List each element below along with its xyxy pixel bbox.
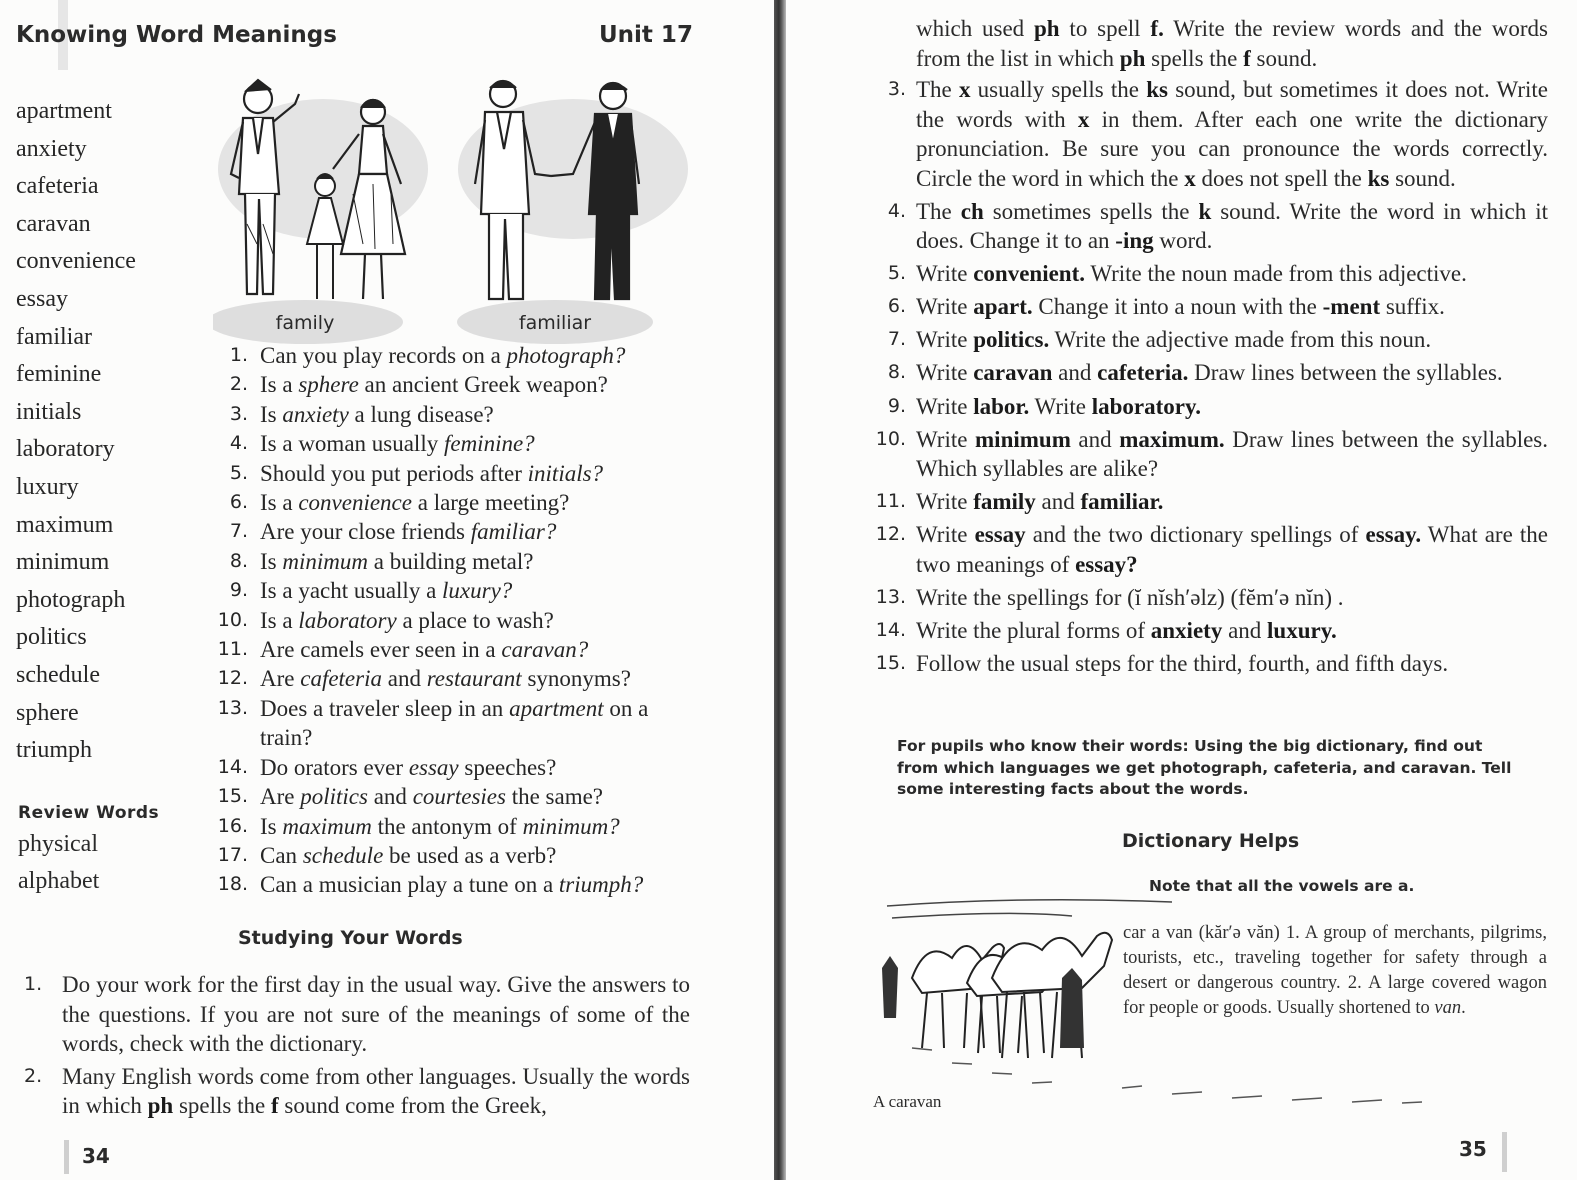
bold-term: ph: [1034, 16, 1060, 41]
step-text-part: sound.: [1389, 165, 1456, 191]
word-list-item: minimum: [16, 549, 110, 576]
word-list-item: initials: [16, 398, 82, 425]
question-text: the same?: [505, 784, 604, 810]
step-item: [868, 487, 1548, 517]
step-number: 15.: [875, 652, 906, 675]
step-text-part: Write the adjective made from this noun.: [1049, 327, 1432, 353]
vowel-note-text: Note that all the vowels are: [1149, 877, 1399, 895]
step-text: Do your work for the first day in the usual way. Give the answers to the questions. If you are not sure of the meanings of some of the words, check with the dictionary.: [62, 972, 690, 1056]
step-text-part: Write: [916, 489, 974, 515]
bold-term: luxury.: [1267, 618, 1337, 644]
question-number: 17.: [217, 843, 248, 866]
text-part: spells the: [1145, 45, 1244, 71]
step-text-part: Write: [916, 393, 974, 419]
question-text: a lung disease?: [348, 401, 494, 427]
word-list-item: maximum: [16, 511, 114, 538]
question-text: Are: [260, 784, 301, 810]
question-text: a place to wash?: [396, 607, 554, 633]
step-text-part: Many English words come from other languages. Usually the words in which: [62, 1063, 690, 1118]
entry-end: .: [1461, 998, 1466, 1018]
step-text-part: Change it into a noun with the: [1032, 294, 1323, 320]
pupils-note: [897, 736, 1525, 801]
bold-term: essay: [974, 522, 1026, 548]
step-item: [868, 75, 1548, 193]
step-text-part: Write: [1029, 393, 1092, 419]
word-list-item: sphere: [16, 699, 79, 726]
question-text: be used as a verb?: [383, 842, 557, 868]
step-text-part: and: [1052, 360, 1098, 386]
question-keyword: politics: [300, 784, 368, 810]
step-number: 13.: [875, 585, 906, 608]
bold-term: f: [270, 1093, 279, 1118]
step-text-part: Draw lines between the syllables.: [1188, 360, 1503, 386]
entry-definition: 1. A group of merchants, pilgrims, tourists, etc., traveling together for safety through a desert or dangerous country. 2. A large covered wagon for people or goods. Usually shortened to: [1123, 923, 1547, 1018]
step-text-part: Write: [916, 360, 974, 386]
question-item: [212, 459, 692, 488]
bold-term: labor.: [973, 393, 1030, 419]
bold-term: essay.: [1365, 522, 1422, 548]
question-keyword: schedule: [302, 842, 384, 868]
step-text-part: Write: [916, 522, 975, 548]
family-familiar-illustration: [213, 74, 693, 344]
step-item: [868, 358, 1548, 388]
question-keyword: familiar?: [470, 519, 557, 545]
question-item: [212, 370, 692, 399]
bold-term: anxiety: [1150, 618, 1223, 644]
question-keyword: sphere: [298, 372, 359, 398]
caravan-caption: A caravan: [873, 1092, 942, 1111]
entry-headword: car a van: [1123, 923, 1193, 943]
step-text-part: usually spells the: [970, 77, 1147, 102]
question-item: [212, 547, 692, 576]
step-text-part: sound come from the Greek,: [278, 1093, 547, 1118]
studying-steps-right: [868, 75, 1548, 682]
bold-term: laboratory.: [1091, 393, 1201, 419]
question-item: [212, 400, 692, 429]
text-part: which used: [916, 16, 1035, 41]
step-text-part: Write: [916, 327, 974, 353]
book-gutter: [774, 0, 786, 1180]
question-number: 7.: [229, 520, 248, 543]
step-text-part: Write: [916, 426, 976, 452]
question-text: Are: [260, 666, 301, 692]
question-keyword: photograph?: [506, 343, 626, 368]
bold-term: x: [1077, 106, 1090, 132]
question-keyword: apartment: [509, 695, 604, 721]
question-number: 8.: [229, 549, 248, 572]
bold-term: apart.: [973, 294, 1033, 320]
step-item: [868, 325, 1548, 355]
step-text-part: sound, but sometimes it does not. Write the words with: [916, 77, 1548, 132]
question-item: [212, 606, 692, 635]
page-number-left: 34: [82, 1144, 110, 1168]
review-word-list: [18, 829, 99, 903]
word-list-item: anxiety: [16, 135, 87, 162]
word-list-item: politics: [16, 624, 87, 651]
question-item: [212, 841, 692, 870]
question-text: Is: [260, 548, 283, 574]
question-text: on a train?: [260, 695, 649, 751]
question-text: Should you put periods after: [260, 460, 528, 486]
step-text-part: in them. After each one write the dictionary pronunciation. Be sure you can pronounce the words correctly. Circle the word in which the: [916, 106, 1548, 191]
vowel-note-letter: a.: [1398, 877, 1415, 895]
word-list-item: luxury: [16, 473, 79, 500]
question-text: and: [367, 784, 413, 810]
question-number: 11.: [217, 638, 248, 661]
step-item: [868, 392, 1548, 422]
word-list-item: cafeteria: [16, 173, 99, 200]
left-page: [0, 0, 774, 1180]
bold-term: -ment: [1322, 294, 1381, 320]
step-text-part: Write: [916, 294, 974, 320]
illustration-label-familiar: familiar: [518, 312, 592, 334]
step-number: 7.: [887, 328, 906, 351]
question-number: 6.: [229, 491, 248, 514]
question-text: synonyms?: [521, 666, 631, 692]
step-text-part: spells the: [173, 1093, 271, 1118]
question-item: [212, 694, 692, 753]
question-item: [212, 870, 692, 899]
question-keyword: luxury?: [442, 578, 513, 604]
bold-term: x: [958, 77, 971, 102]
bold-term: ks: [1367, 165, 1390, 191]
entry-variant: van: [1434, 998, 1462, 1018]
unit-label: Unit 17: [599, 22, 693, 48]
pupils-note-lead: For pupils who know their words:: [897, 737, 1189, 755]
question-number: 16.: [217, 814, 248, 837]
camel-right: [992, 933, 1112, 1058]
bold-term: minimum: [975, 426, 1071, 452]
step-text-part: and: [1070, 426, 1120, 452]
step-text-part: does not spell the: [1195, 165, 1368, 191]
bold-term: cafeteria.: [1097, 360, 1189, 386]
pupils-note-words: caravan.: [1401, 758, 1477, 777]
question-text: an ancient Greek weapon?: [358, 372, 608, 398]
question-number: 4.: [229, 432, 248, 455]
bold-term: ph: [1119, 45, 1146, 71]
page-edge-mark: [64, 1140, 69, 1174]
bold-term: family: [973, 489, 1036, 515]
question-keyword: minimum?: [522, 813, 620, 839]
question-text: Can you play records on a: [260, 343, 507, 368]
word-list-item: convenience: [16, 248, 136, 275]
word-list-item: photograph: [16, 586, 126, 613]
question-keyword: triumph?: [558, 872, 644, 898]
studying-steps-left: [24, 970, 690, 1124]
step-item: [24, 970, 690, 1059]
step-text-part: The: [916, 77, 959, 102]
pupils-note-text: Tell some interesting facts about the words.: [897, 758, 1512, 798]
word-list-item: laboratory: [16, 436, 115, 463]
spelling-word-list: [16, 96, 136, 773]
question-keyword: laboratory: [298, 607, 397, 633]
review-words-title: Review Words: [18, 803, 160, 823]
question-text: Is: [260, 401, 283, 427]
page-edge-mark: [1502, 1132, 1507, 1172]
question-keyword: courtesies: [412, 784, 506, 810]
question-item: [212, 664, 692, 693]
question-text: Is a woman usually: [260, 431, 444, 457]
step-item: [868, 197, 1548, 256]
word-list-item: caravan: [16, 210, 91, 237]
question-number: 13.: [217, 696, 248, 719]
question-item: [212, 488, 692, 517]
question-number: 18.: [217, 873, 248, 896]
review-word-item: alphabet: [18, 868, 100, 894]
text-part: Write the review words and the words from the list in which: [916, 16, 1548, 71]
question-number: 12.: [217, 667, 248, 690]
question-item: [212, 753, 692, 782]
step-number: 4.: [887, 199, 906, 222]
bold-term: maximum.: [1119, 426, 1225, 452]
bold-term: f.: [1150, 16, 1164, 41]
question-keyword: caravan?: [501, 637, 589, 663]
question-keyword: feminine?: [443, 431, 535, 457]
step-text-part: Write the plural forms of: [916, 618, 1151, 644]
step-number: 8.: [887, 361, 906, 384]
question-keyword: anxiety: [282, 401, 349, 427]
step-number: 1.: [24, 973, 43, 995]
question-number: 3.: [229, 402, 248, 425]
question-number: 1.: [229, 344, 248, 366]
question-text: a building metal?: [368, 548, 534, 574]
step-item: [868, 259, 1548, 289]
question-text: Can a musician play a tune on a: [260, 872, 559, 898]
question-keyword: convenience: [298, 490, 412, 516]
question-text: Can: [260, 842, 303, 868]
step-text-part: The: [916, 198, 961, 224]
question-text: Is: [260, 813, 283, 839]
bold-term: -ing: [1115, 228, 1154, 254]
step-number: 9.: [887, 394, 906, 417]
bold-term: ch: [960, 198, 984, 224]
step-number: 5.: [887, 262, 906, 285]
step-number: 2.: [24, 1064, 43, 1087]
question-keyword: maximum: [282, 813, 372, 839]
step-item: [868, 583, 1548, 613]
step-text-part: Write the spellings for (ĭ nĭsh′əlz) (fĕm′ə nĭn) .: [916, 584, 1344, 610]
word-list-item: schedule: [16, 661, 100, 688]
question-item: [212, 517, 692, 546]
question-text: Are your close friends: [260, 519, 471, 545]
question-keyword: restaurant: [426, 666, 522, 692]
question-item: [212, 782, 692, 811]
word-list-item: apartment: [16, 98, 112, 124]
question-number: 10.: [217, 608, 248, 631]
step-text-part: Follow the usual steps for the third, fourth, and fifth days.: [916, 651, 1449, 677]
bold-term: politics.: [973, 327, 1050, 353]
question-number: 15.: [217, 785, 248, 808]
page-number-right: 35: [1459, 1137, 1487, 1161]
bold-term: caravan: [973, 360, 1053, 386]
step-item: [868, 649, 1548, 679]
question-item: [212, 812, 692, 841]
question-keyword: cafeteria: [300, 666, 382, 692]
question-text: Is a yacht usually a: [260, 578, 443, 604]
word-list-item: familiar: [16, 323, 92, 350]
step-item: [868, 616, 1548, 646]
review-word-item: physical: [18, 831, 98, 857]
question-item: [212, 341, 692, 370]
dictionary-helps-title: Dictionary Helps: [1122, 830, 1300, 852]
word-list-item: feminine: [16, 361, 102, 388]
question-item: [212, 635, 692, 664]
question-text: Does a traveler sleep in an: [260, 695, 510, 721]
question-text: Are camels ever seen in a: [260, 637, 502, 663]
step-number: 6.: [887, 295, 906, 318]
step-2-continuation: [916, 14, 1548, 73]
question-text: a large meeting?: [411, 490, 570, 516]
bold-term: convenient.: [973, 261, 1085, 287]
question-number: 14.: [217, 755, 248, 778]
question-list: [212, 341, 692, 900]
step-text-part: suffix.: [1380, 294, 1445, 320]
illustration-label-family: family: [275, 312, 335, 334]
question-keyword: essay: [408, 754, 459, 780]
question-item: [212, 429, 692, 458]
traveler-figure-left: [882, 956, 898, 1018]
bold-term: ks: [1146, 77, 1168, 102]
step-text-part: and: [1035, 489, 1081, 515]
question-item: [212, 576, 692, 605]
step-text-part: sometimes spells the: [983, 198, 1199, 224]
word-list-item: triumph: [16, 737, 92, 764]
step-item: [24, 1062, 690, 1121]
question-keyword: minimum: [282, 548, 368, 574]
question-number: 2.: [229, 373, 248, 396]
step-number: 12.: [875, 523, 906, 546]
studying-your-words-title: Studying Your Words: [238, 927, 463, 949]
question-text: the antonym of: [371, 813, 523, 839]
bold-term: f: [1243, 45, 1251, 71]
step-item: [868, 425, 1548, 484]
step-text-part: What are the two meanings of: [916, 522, 1549, 577]
bold-term: familiar.: [1080, 489, 1164, 515]
question-number: 9.: [229, 579, 248, 602]
question-text: and: [381, 666, 427, 692]
word-list-item: essay: [16, 285, 68, 312]
step-text-part: word.: [1153, 228, 1213, 254]
question-text: Is a: [260, 372, 299, 398]
text-part: to spell: [1059, 16, 1151, 41]
step-number: 14.: [875, 619, 906, 642]
question-keyword: initials?: [527, 460, 604, 486]
question-text: speeches?: [458, 754, 557, 780]
question-text: Is a: [260, 607, 299, 633]
question-number: 5.: [229, 461, 248, 484]
bold-term: essay?: [1075, 551, 1138, 577]
step-text-part: Write the noun made from this adjective.: [1085, 261, 1467, 287]
traveler-figure-right: [1060, 968, 1084, 1048]
step-item: [868, 292, 1548, 322]
pupils-note-text: and: [1357, 758, 1402, 777]
bold-term: x: [1184, 165, 1196, 191]
entry-pronunciation: (kăr′ə văn): [1192, 923, 1286, 943]
text-part: sound.: [1250, 45, 1318, 71]
bold-term: k: [1198, 198, 1212, 224]
question-text: Is a: [260, 490, 299, 516]
pupils-note-words: photograph, cafeteria,: [1160, 758, 1358, 777]
pupils-note-text: Using the big dictionary, find out from which languages we get: [897, 737, 1483, 777]
step-number: 11.: [875, 490, 906, 513]
step-item: [868, 520, 1548, 579]
step-text-part: Write: [916, 261, 974, 287]
bold-term: ph: [147, 1093, 174, 1118]
question-text: Do orators ever: [260, 754, 409, 780]
step-text-part: Draw lines between the syllables. Which syllables are alike?: [916, 426, 1548, 482]
lesson-title: Knowing Word Meanings: [16, 22, 337, 48]
step-number: 3.: [887, 78, 906, 100]
step-number: 10.: [875, 427, 906, 450]
step-text-part: and the two dictionary spellings of: [1025, 522, 1366, 548]
dictionary-entry-caravan: [1123, 921, 1547, 1021]
step-text-part: and: [1222, 618, 1268, 644]
step-text-part: sound. Write the word in which it does. Change it to an: [916, 198, 1548, 254]
